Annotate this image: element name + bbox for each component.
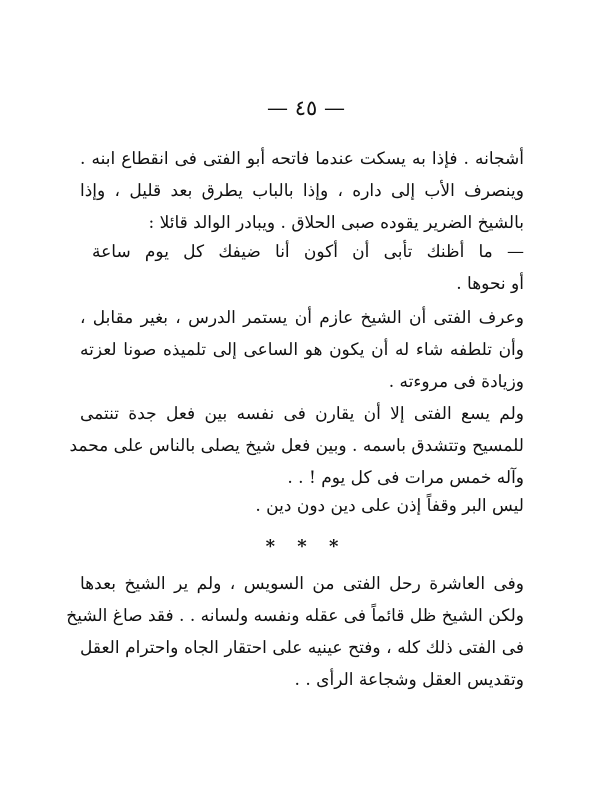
text-line: ليس البر وقفاً إذن على دين دون دين .	[255, 496, 524, 516]
paragraph	[80, 143, 524, 239]
text-line: وزيادة فى مروءته .	[388, 372, 524, 392]
paragraph	[80, 302, 524, 398]
text-line: أشجانه . فإذا به يسكت عندما فاتحه أبو الفتى فى انقطاع ابنه .	[80, 149, 524, 169]
text-line: وتقديس العقل وشجاعة الرأى . .	[294, 670, 524, 690]
paragraph	[69, 398, 524, 494]
text-line: وعرف الفتى أن الشيخ عازم أن يستمر الدرس ، بغير مقابل ،	[80, 308, 524, 328]
text-line: ولم يسع الفتى إلا أن يقارن فى نفسه بين فعل جدة تنتمى	[80, 404, 524, 424]
text-line: ولكن الشيخ ظل قائماً فى عقله ونفسه ولسانه . . فقد صاغ الشيخ	[66, 606, 524, 626]
text-line: — ما أظنك تأبى أن أكون أنا ضيفك كل يوم ساعة	[92, 242, 524, 262]
section-separator: * * *	[265, 536, 347, 557]
text-line: وينصرف الأب إلى داره ، وإذا بالباب يطرق بعد قليل ، وإذا	[80, 181, 524, 201]
paragraph	[66, 568, 524, 696]
text-line: أو نحوها .	[456, 274, 524, 294]
text-line: وفى العاشرة رحل الفتى من السويس ، ولم ير الشيخ بعدها	[80, 574, 524, 594]
text-line: وأن تلطفه شاء له أن يكون هو الساعى إلى تلميذه صونا لعزته	[80, 340, 524, 360]
dialogue-paragraph	[92, 236, 524, 300]
text-line: للمسيح وتتشدق باسمه . وبين فعل شيخ يصلى بالناس على محمد	[69, 436, 524, 456]
page-number: — ٤٥ —	[267, 96, 345, 120]
paragraph	[92, 490, 524, 522]
text-line: بالشيخ الضرير يقوده صبى الحلاق . ويبادر الوالد قائلا :	[148, 213, 524, 233]
text-line: فى الفتى ذلك كله ، وفتح عينيه على احتقار الجاه واحترام العقل	[80, 638, 524, 658]
text-line: وآله خمس مرات فى كل يوم ! . .	[287, 468, 524, 488]
